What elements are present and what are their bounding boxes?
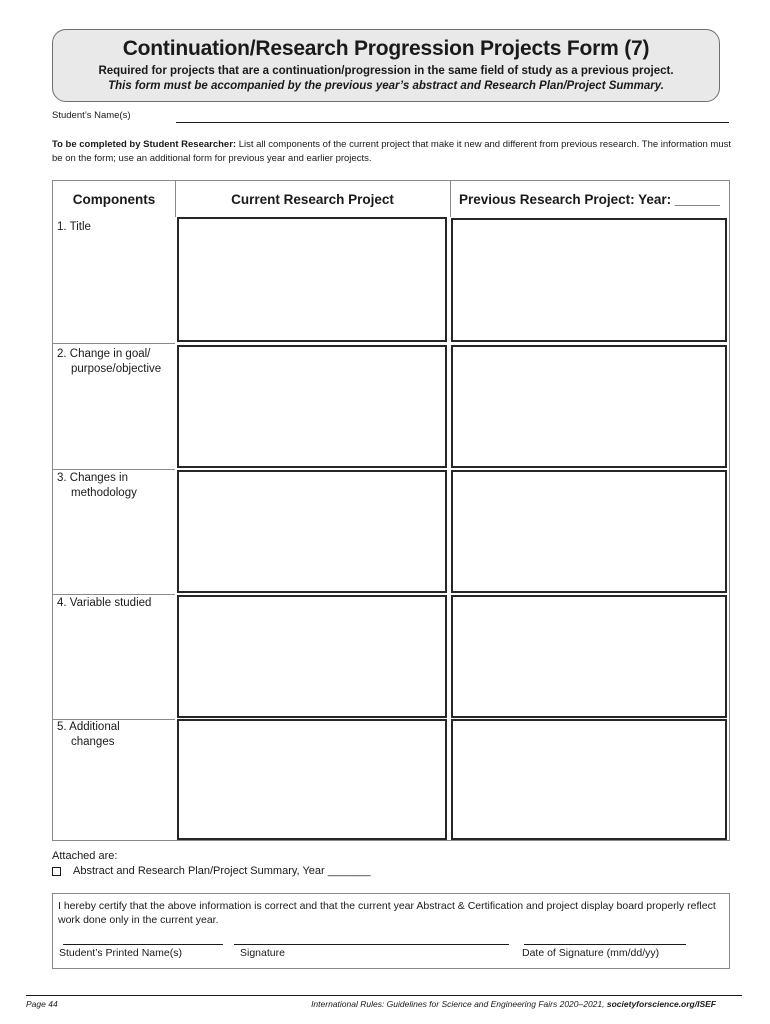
header-divider: [450, 181, 451, 217]
row-title-label: 1. Title: [57, 221, 91, 233]
student-name-field[interactable]: [176, 122, 729, 123]
previous-methodology-field[interactable]: [451, 470, 727, 593]
instructions: [52, 138, 732, 165]
header-previous-project: Previous Research Project: Year: ______: [459, 192, 720, 207]
instructions-lead: To be completed by Student Researcher:: [52, 139, 237, 150]
form-header: [52, 29, 720, 102]
row-additional-label: 5. Additional changes: [57, 721, 120, 748]
previous-goal-field[interactable]: [451, 345, 727, 468]
header-components: Components: [72, 192, 156, 207]
row-divider: [53, 343, 175, 344]
signature-field[interactable]: [234, 944, 509, 945]
header-divider: [175, 181, 176, 217]
student-name-label: Student’s Name(s): [52, 110, 131, 121]
current-additional-field[interactable]: [177, 719, 447, 840]
attached-label: Attached are:: [52, 850, 118, 862]
signature-label: Signature: [240, 947, 285, 959]
row-variable-label: 4. Variable studied: [57, 597, 152, 609]
row-methodology-label: 3. Changes in methodology: [57, 472, 137, 499]
attached-item: [52, 864, 371, 879]
previous-variable-field[interactable]: [451, 595, 727, 718]
form-note: This form must be accompanied by the previous year’s abstract and Research Plan/Project Summary.: [108, 80, 664, 92]
attached-item-label: Abstract and Research Plan/Project Summary, Year _______: [73, 865, 371, 877]
row-divider: [53, 469, 175, 470]
page-number: Page 44: [26, 999, 58, 1009]
printed-name-field[interactable]: [63, 944, 223, 945]
row-divider: [53, 594, 175, 595]
date-label: Date of Signature (mm/dd/yy): [522, 947, 660, 959]
certification-box: [52, 893, 730, 969]
header-current-project: Current Research Project: [231, 192, 394, 207]
certification-text: I hereby certify that the above information is correct and that the current year Abstract & Certification and project display board properly reflect work done only in the current year.: [58, 900, 716, 926]
printed-name-label: Student’s Printed Name(s): [59, 947, 182, 959]
form-title: Continuation/Research Progression Projects Form (7): [122, 37, 650, 60]
instructions-text: List all components of the current project that make it new and different from previous research. The information must be on the form; use an additional form for previous year and earlier projects.: [52, 139, 732, 164]
current-title-field[interactable]: [177, 217, 447, 342]
footer-website: societyforscience.org/ISEF: [606, 999, 716, 1009]
footer-divider: [26, 995, 742, 996]
previous-title-field[interactable]: [451, 218, 727, 342]
form-subtitle: Required for projects that are a continuation/progression in the same field of study as a previous project.: [98, 65, 674, 77]
current-variable-field[interactable]: [177, 595, 447, 718]
current-goal-field[interactable]: [177, 345, 447, 468]
components-table: [52, 180, 730, 841]
footer-reference: International Rules: Guidelines for Science and Engineering Fairs 2020–2021, societyforscience.org/ISEF: [311, 999, 716, 1009]
row-goal-label: 2. Change in goal/ purpose/objective: [57, 348, 162, 375]
current-methodology-field[interactable]: [177, 470, 447, 593]
date-field[interactable]: [524, 944, 686, 945]
previous-additional-field[interactable]: [451, 719, 727, 840]
abstract-checkbox[interactable]: [52, 867, 61, 876]
